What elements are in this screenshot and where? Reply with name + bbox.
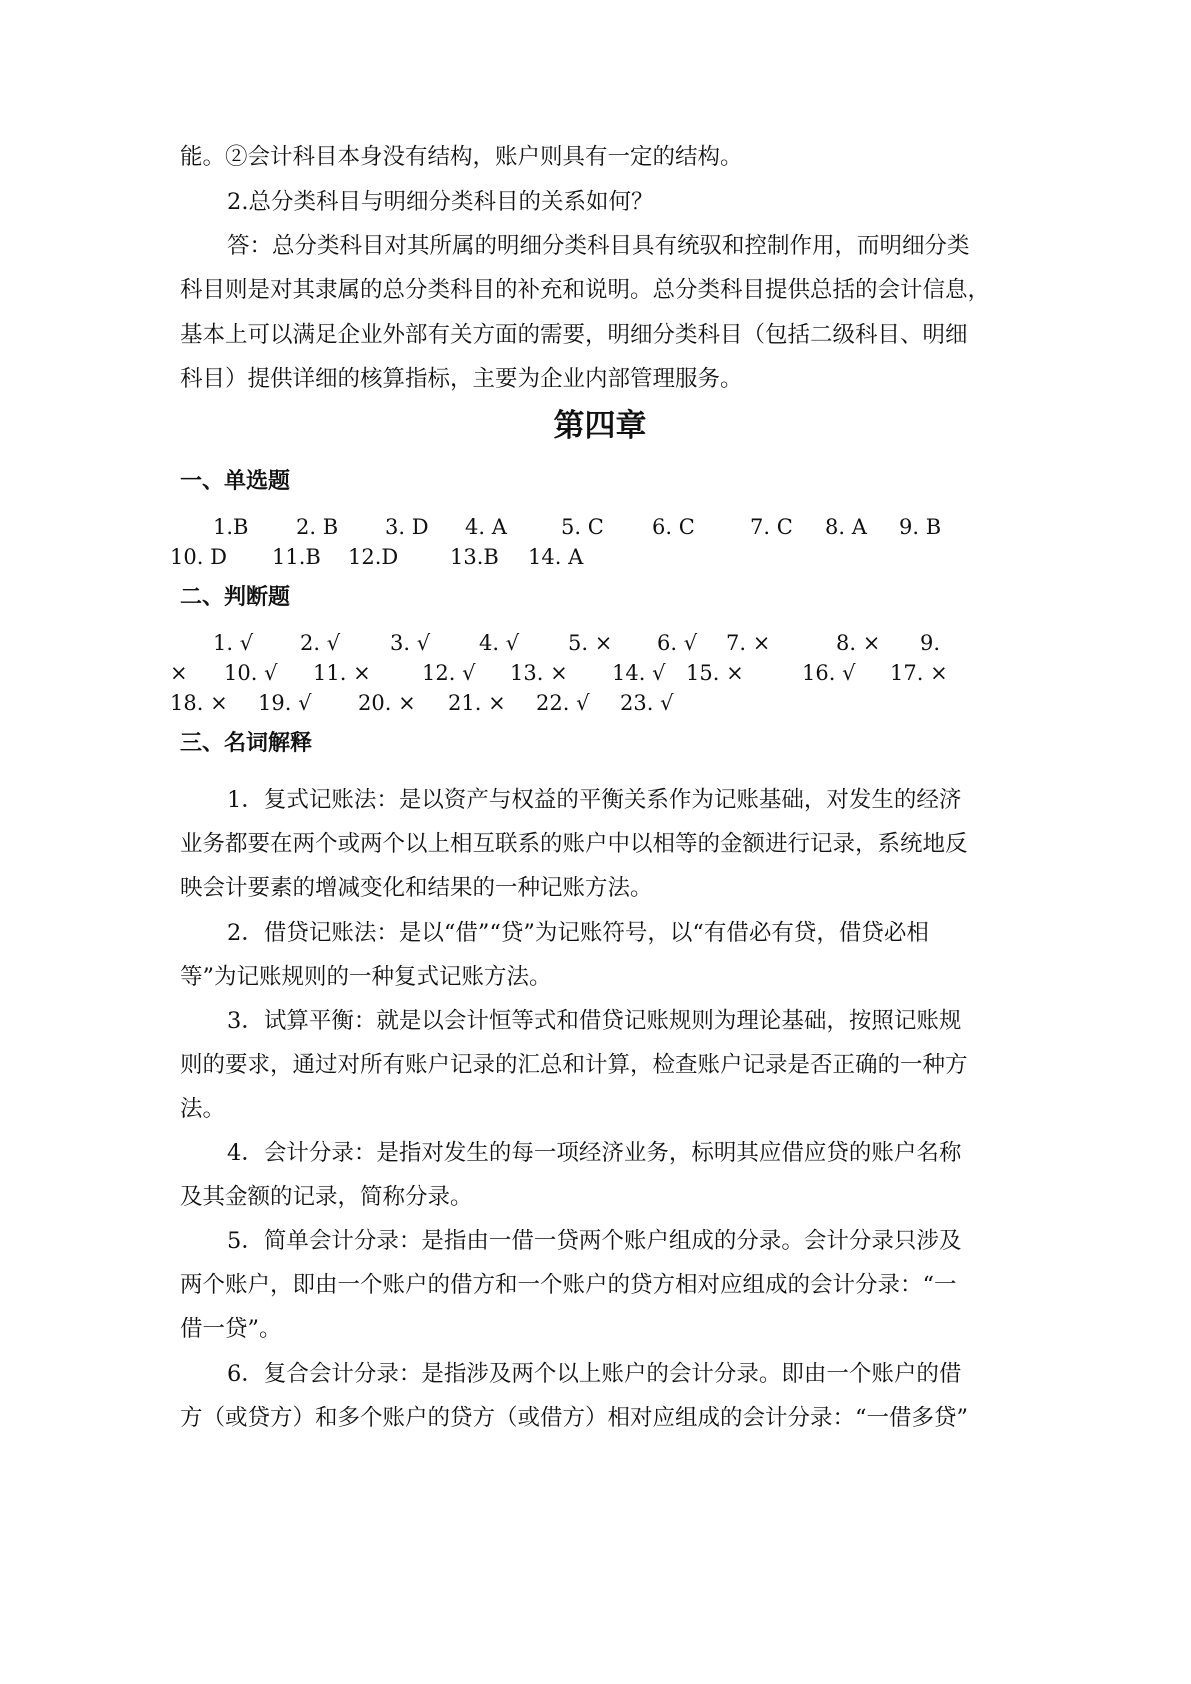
answer-item: 15. × xyxy=(686,661,744,685)
answer-item: 2. √ xyxy=(300,631,341,655)
answer-item: 7. C xyxy=(750,515,793,539)
definition-line: 则的要求，通过对所有账户记录的汇总和计算，检查账户记录是否正确的一种方 xyxy=(180,1052,968,1078)
answer-item: 22. √ xyxy=(536,691,590,715)
definition-line: 映会计要素的增减变化和结果的一种记账方法。 xyxy=(180,875,653,901)
definition-line: 两个账户，即由一个账户的借方和一个账户的贷方相对应组成的会计分录：“一 xyxy=(180,1272,957,1298)
answer-item: 13. × xyxy=(510,661,568,685)
answer-item: 4. √ xyxy=(479,631,520,655)
answer-item: 12. √ xyxy=(422,661,476,685)
answer-item: × xyxy=(170,661,188,685)
definition-line: 4．会计分录：是指对发生的每一项经济业务，标明其应借应贷的账户名称 xyxy=(227,1140,962,1166)
answer-item: 5. × xyxy=(568,631,613,655)
definition-line: 1．复式记账法：是以资产与权益的平衡关系作为记账基础，对发生的经济 xyxy=(227,787,962,813)
answer-item: 19. √ xyxy=(258,691,312,715)
answer-line: 基本上可以满足企业外部有关方面的需要，明细分类科目（包括二级科目、明细 xyxy=(180,322,968,348)
answer-item: 2. B xyxy=(296,515,339,539)
answer-item: 3. D xyxy=(385,515,429,539)
answer-row xyxy=(170,658,1020,689)
answer-item: 3. √ xyxy=(390,631,431,655)
section-heading-single-choice: 一、单选题 xyxy=(180,469,291,494)
definition-line: 借一贷”。 xyxy=(180,1316,282,1342)
section-heading-true-false: 二、判断题 xyxy=(180,585,291,610)
answer-item: 9. B xyxy=(899,515,942,539)
definition-line: 等”为记账规则的一种复式记账方法。 xyxy=(180,964,552,990)
answer-item: 11.B xyxy=(272,545,321,569)
definition-line: 方（或贷方）和多个账户的贷方（或借方）相对应组成的会计分录：“一借多贷” xyxy=(180,1405,969,1431)
question-2: 2.总分类科目与明细分类科目的关系如何？ xyxy=(227,189,654,215)
answer-item: 18. × xyxy=(170,691,228,715)
definition-line: 法。 xyxy=(180,1096,226,1122)
definition-line: 5．简单会计分录：是指由一借一贷两个账户组成的分录。会计分录只涉及 xyxy=(227,1228,962,1254)
chapter-title: 第四章 xyxy=(553,408,647,444)
answer-item: 1. √ xyxy=(213,631,254,655)
answer-item: 20. × xyxy=(358,691,416,715)
definition-line: 3．试算平衡：就是以会计恒等式和借贷记账规则为理论基础，按照记账规 xyxy=(227,1008,962,1034)
answer-item: 21. × xyxy=(448,691,506,715)
answer-item: 10. √ xyxy=(224,661,278,685)
answer-item: 23. √ xyxy=(620,691,674,715)
answer-item: 14. √ xyxy=(612,661,666,685)
answer-line: 科目）提供详细的核算指标，主要为企业内部管理服务。 xyxy=(180,366,743,392)
answer-item: 12.D xyxy=(348,545,399,569)
answer-row xyxy=(180,628,1020,659)
definition-line: 2．借贷记账法：是以“借”“贷”为记账符号，以“有借必有贷，借贷必相 xyxy=(227,920,929,946)
answer-item: 4. A xyxy=(465,515,507,539)
answer-row xyxy=(170,688,1020,719)
answer-item: 13.B xyxy=(450,545,499,569)
paragraph-line: 能。②会计科目本身没有结构，账户则具有一定的结构。 xyxy=(180,144,743,170)
answer-row xyxy=(170,542,1020,573)
answer-item: 16. √ xyxy=(802,661,856,685)
answer-item: 11. × xyxy=(313,661,371,685)
answer-item: 6. √ xyxy=(657,631,698,655)
answer-item: 5. C xyxy=(561,515,604,539)
answer-item: 17. × xyxy=(890,661,948,685)
definition-line: 及其金额的记录，简称分录。 xyxy=(180,1184,473,1210)
answer-item: 8. × xyxy=(836,631,881,655)
answer-line: 答：总分类科目对其所属的明细分类科目具有统驭和控制作用，而明细分类 xyxy=(227,233,970,259)
answer-item: 6. C xyxy=(652,515,695,539)
answer-line: 科目则是对其隶属的总分类科目的补充和说明。总分类科目提供总括的会计信息， xyxy=(180,277,991,303)
definition-line: 6．复合会计分录：是指涉及两个以上账户的会计分录。即由一个账户的借 xyxy=(227,1361,962,1387)
answer-item: 14. A xyxy=(528,545,584,569)
answer-item: 8. A xyxy=(825,515,867,539)
definition-line: 业务都要在两个或两个以上相互联系的账户中以相等的金额进行记录，系统地反 xyxy=(180,831,968,857)
answer-item: 7. × xyxy=(726,631,771,655)
section-heading-terms: 三、名词解释 xyxy=(180,731,313,756)
answer-row xyxy=(180,512,1020,543)
answer-item: 10. D xyxy=(170,545,227,569)
answer-item: 1.B xyxy=(213,515,249,539)
answer-item: 9. xyxy=(920,631,941,655)
